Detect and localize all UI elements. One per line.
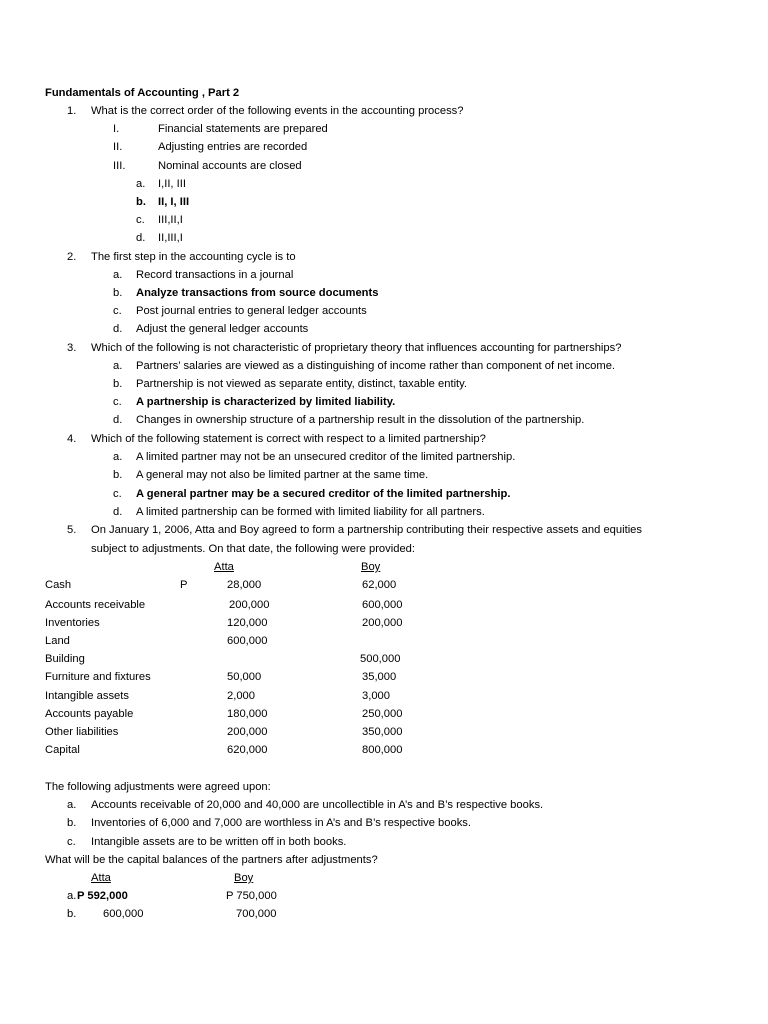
table-row-label: Inventories: [45, 617, 100, 629]
event-number: III.: [113, 160, 126, 172]
question-text: On January 1, 2006, Atta and Boy agreed to form a partnership contributing their respective assets and equities: [91, 524, 643, 536]
event-number: I.: [113, 123, 120, 135]
choice-letter: b.: [113, 287, 123, 299]
table-cell-boy: 62,000: [362, 579, 397, 591]
choice-text: Record transactions in a journal: [136, 269, 294, 281]
table-cell-atta: 200,000: [227, 726, 268, 738]
choice-text: Adjust the general ledger accounts: [136, 323, 309, 335]
adjustment-letter: b.: [67, 817, 77, 829]
question-text: The first step in the accounting cycle is to: [91, 251, 296, 263]
column-header-atta: Atta: [214, 561, 234, 573]
page-title: Fundamentals of Accounting , Part 2: [45, 87, 240, 99]
choice-letter: d.: [113, 506, 123, 518]
table-cell-atta: 180,000: [227, 708, 268, 720]
question-text: Which of the following is not characteristic of proprietary theory that influences accounting for partnerships?: [91, 342, 622, 354]
table-cell-atta: 200,000: [229, 599, 270, 611]
table-row-label: Other liabilities: [45, 726, 119, 738]
choice-letter: a.: [113, 360, 123, 372]
choice-text-answer: A general partner may be a secured creditor of the limited partnership.: [136, 488, 511, 500]
event-number: II.: [113, 141, 123, 153]
answer-header-atta: Atta: [91, 872, 111, 884]
adjustment-text: Accounts receivable of 20,000 and 40,000 are uncollectible in A’s and B’s respective books.: [91, 799, 544, 811]
table-cell-boy: 800,000: [362, 744, 403, 756]
table-row-label: Capital: [45, 744, 80, 756]
table-row-label: Accounts payable: [45, 708, 134, 720]
choice-letter: b.: [136, 196, 146, 208]
choice-letter: a.: [113, 451, 123, 463]
table-cell-boy: 350,000: [362, 726, 403, 738]
event-text: Adjusting entries are recorded: [158, 141, 308, 153]
adjustments-question: What will be the capital balances of the partners after adjustments?: [45, 854, 378, 866]
choice-text: Post journal entries to general ledger accounts: [136, 305, 367, 317]
table-row-label: Land: [45, 635, 70, 647]
adjustments-intro: The following adjustments were agreed upon:: [45, 781, 271, 793]
table-row-label: Cash: [45, 579, 72, 591]
answer-letter: b.: [67, 908, 77, 920]
answer-atta-value: 600,000: [103, 908, 144, 920]
event-text: Financial statements are prepared: [158, 123, 328, 135]
choice-letter: b.: [113, 469, 123, 481]
choice-text: Partners’ salaries are viewed as a distinguishing of income rather than component of net income.: [136, 360, 616, 372]
choice-text-answer: II, I, III: [158, 196, 190, 208]
table-row-label: Accounts receivable: [45, 599, 146, 611]
choice-text: III,II,I: [158, 214, 183, 226]
choice-text: A limited partnership can be formed with limited liability for all partners.: [136, 506, 485, 518]
adjustment-letter: a.: [67, 799, 77, 811]
question-number: 2.: [67, 251, 77, 263]
table-cell-atta: 620,000: [227, 744, 268, 756]
table-cell-boy: 3,000: [362, 690, 390, 702]
choice-text: I,II, III: [158, 178, 186, 190]
table-cell-boy: 250,000: [362, 708, 403, 720]
table-row-label: Building: [45, 653, 85, 665]
table-cell-atta: 50,000: [227, 671, 262, 683]
choice-letter: b.: [113, 378, 123, 390]
question-number: 4.: [67, 433, 77, 445]
table-cell-atta: 28,000: [227, 579, 262, 591]
question-number: 1.: [67, 105, 77, 117]
choice-text: A general may not also be limited partner at the same time.: [136, 469, 429, 481]
choice-letter: a.: [136, 178, 146, 190]
choice-text: Changes in ownership structure of a partnership result in the dissolution of the partnership.: [136, 414, 585, 426]
table-cell-atta: 2,000: [227, 690, 255, 702]
choice-letter: c.: [113, 305, 122, 317]
answer-header-boy: Boy: [234, 872, 254, 884]
question-number: 3.: [67, 342, 77, 354]
choice-letter: c.: [113, 488, 122, 500]
event-text: Nominal accounts are closed: [158, 160, 302, 172]
choice-letter: c.: [113, 396, 122, 408]
choice-text: Partnership is not viewed as separate entity, distinct, taxable entity.: [136, 378, 468, 390]
adjustment-text: Inventories of 6,000 and 7,000 are worthless in A’s and B’s respective books.: [91, 817, 471, 829]
choice-text: A limited partner may not be an unsecured creditor of the limited partnership.: [136, 451, 516, 463]
adjustment-text: Intangible assets are to be written off in both books.: [91, 836, 347, 848]
table-row-label: Furniture and fixtures: [45, 671, 151, 683]
table-cell-boy: 35,000: [362, 671, 397, 683]
column-header-boy: Boy: [361, 561, 381, 573]
choice-text-answer: Analyze transactions from source documents: [136, 287, 379, 299]
choice-letter: d.: [136, 232, 146, 244]
adjustment-letter: c.: [67, 836, 76, 848]
table-cell-boy: 200,000: [362, 617, 403, 629]
question-number: 5.: [67, 524, 77, 536]
table-cell-atta: 120,000: [227, 617, 268, 629]
question-text: What is the correct order of the following events in the accounting process?: [91, 105, 464, 117]
table-row-label: Intangible assets: [45, 690, 129, 702]
choice-letter: d.: [113, 414, 123, 426]
peso-sign: P: [180, 579, 188, 591]
answer-boy-value: 700,000: [236, 908, 277, 920]
question-text: Which of the following statement is correct with respect to a limited partnership?: [91, 433, 486, 445]
table-cell-boy: 500,000: [360, 653, 401, 665]
choice-letter: c.: [136, 214, 145, 226]
answer-boy-value: P 750,000: [226, 890, 277, 902]
choice-letter: a.: [113, 269, 123, 281]
table-cell-atta: 600,000: [227, 635, 268, 647]
answer-letter: a.: [67, 890, 77, 902]
choice-letter: d.: [113, 323, 123, 335]
choice-text: II,III,I: [158, 232, 183, 244]
answer-atta-value: P 592,000: [77, 890, 128, 902]
question-text-continued: subject to adjustments. On that date, the following were provided:: [91, 543, 416, 555]
table-cell-boy: 600,000: [362, 599, 403, 611]
choice-text-answer: A partnership is characterized by limited liability.: [136, 396, 396, 408]
